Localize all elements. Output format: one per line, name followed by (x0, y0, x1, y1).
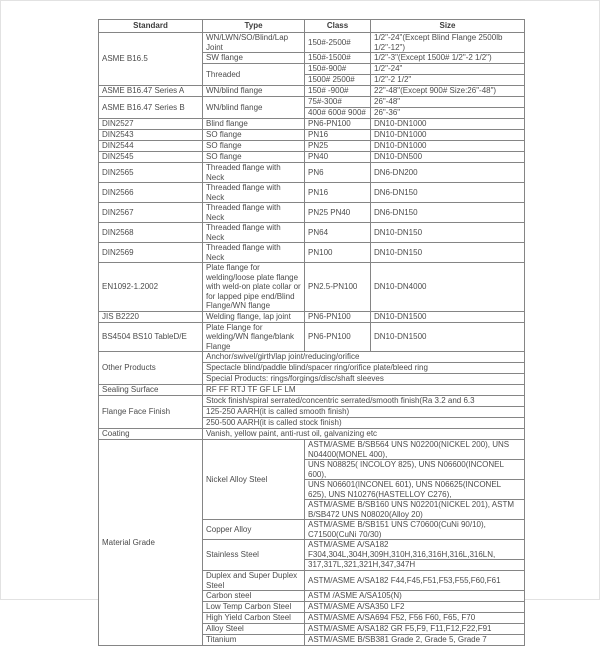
table-cell: Copper Alloy (203, 520, 305, 540)
table-row (99, 311, 525, 322)
table-cell: 150#-2500# (305, 33, 371, 53)
table-cell: Special Products: rings/forgings/disc/shaft sleeves (203, 374, 525, 385)
table-cell: 1/2"-3"(Except 1500# 1/2"-2 1/2") (371, 53, 525, 64)
table-cell: EN1092-1.2002 (99, 263, 203, 312)
table-cell: PN6-PN100 (305, 322, 371, 352)
table-cell: 1500# 2500# (305, 75, 371, 86)
table-cell: Welding flange, lap joint (203, 311, 305, 322)
table-row (99, 322, 525, 352)
table-cell: SO flange (203, 141, 305, 152)
table-row (99, 385, 525, 396)
table-cell: PN64 (305, 223, 371, 243)
table-cell: DIN2569 (99, 243, 203, 263)
table-cell: Carbon steel (203, 591, 305, 602)
table-row (99, 86, 525, 97)
table-cell: WN/blind flange (203, 97, 305, 119)
table-cell: 75#-300# (305, 97, 371, 108)
table-cell: 150#-1500# (305, 53, 371, 64)
flange-spec-table (98, 19, 525, 646)
table-cell: PN16 (305, 130, 371, 141)
table-cell: Anchor/swivel/girth/lap joint/reducing/orifice (203, 352, 525, 363)
table-cell: ASTM/ASME B/SB151 UNS C70600(CuNi 90/10), C71500(CuNi 70/30) (305, 520, 525, 540)
table-cell: 26"-36" (371, 108, 525, 119)
table-cell: ASTM/ASME B/SB381 Grade 2, Grade 5, Grade 7 (305, 635, 525, 646)
table-row (99, 20, 525, 33)
table-cell: Material Grade (99, 440, 203, 646)
table-cell: DIN2527 (99, 119, 203, 130)
table-cell: DN6-DN150 (371, 203, 525, 223)
table-cell: PN25 PN40 (305, 203, 371, 223)
table-cell: PN6-PN100 (305, 119, 371, 130)
table-cell: PN6-PN100 (305, 311, 371, 322)
table-cell: DIN2545 (99, 152, 203, 163)
table-row (99, 163, 525, 183)
table-cell: Threaded flange with Neck (203, 183, 305, 203)
table-cell: 317,317L,321,321H,347,347H (305, 560, 525, 571)
table-cell: WN/LWN/SO/Blind/Lap Joint (203, 33, 305, 53)
table-cell: PN25 (305, 141, 371, 152)
table-row (99, 429, 525, 440)
table-cell: Threaded flange with Neck (203, 163, 305, 183)
table-cell: ASTM/ASME A/SA694 F52, F56 F60, F65, F70 (305, 613, 525, 624)
table-row (99, 183, 525, 203)
table-cell: WN/blind flange (203, 86, 305, 97)
table-cell: Threaded flange with Neck (203, 203, 305, 223)
table-row (99, 152, 525, 163)
table-cell: ASTM/ASME B/SB160 UNS N02201(NICKEL 201), ASTM B/SB472 UNS N08020(Alloy 20) (305, 500, 525, 520)
table-cell: DN10-DN1500 (371, 311, 525, 322)
table-cell: 125-250 AARH(it is called smooth finish) (203, 407, 525, 418)
column-header-standard: Standard (99, 20, 203, 33)
table-body (99, 33, 525, 646)
table-cell: Sealing Surface (99, 385, 203, 396)
table-row (99, 352, 525, 363)
table-cell: DN10-DN1000 (371, 119, 525, 130)
table-cell: Vanish, yellow paint, anti-rust oil, galvanizing etc (203, 429, 525, 440)
table-cell: Plate Flange for welding/WN flange/blank Flange (203, 322, 305, 352)
table-cell: ASTM/ASME B/SB564 UNS N02200(NICKEL 200), UNS N04400(MONEL 400), (305, 440, 525, 460)
table-row (99, 141, 525, 152)
table-cell: 150#-900# (305, 64, 371, 75)
table-cell: RF FF RTJ TF GF LF LM (203, 385, 525, 396)
table-cell: DN10-DN1500 (371, 322, 525, 352)
table-cell: 26"-48" (371, 97, 525, 108)
table-cell: 1/2"-24"(Except Blind Flange 2500lb 1/2"-12") (371, 33, 525, 53)
table-cell: PN100 (305, 243, 371, 263)
table-cell: Spectacle blind/paddle blind/spacer ring/orifice plate/bleed ring (203, 363, 525, 374)
table-row (99, 243, 525, 263)
table-row (99, 263, 525, 312)
table-cell: ASTM/ASME A/SA350 LF2 (305, 602, 525, 613)
table-cell: ASME B16.5 (99, 33, 203, 86)
table-cell: UNS N08825( INCOLOY 825), UNS N06600(INCONEL 600), (305, 460, 525, 480)
table-cell: 1/2"-24" (371, 64, 525, 75)
table-cell: UNS N06601(INCONEL 601), UNS N06625(INCONEL 625), UNS N10276(HASTELLOY C276), (305, 480, 525, 500)
table-cell: DN6-DN150 (371, 183, 525, 203)
table-cell: DIN2543 (99, 130, 203, 141)
table-row (99, 33, 525, 53)
table-cell: Nickel Alloy Steel (203, 440, 305, 520)
table-cell: ASME B16.47 Series A (99, 86, 203, 97)
table-row (99, 396, 525, 407)
table-cell: DN10-DN1000 (371, 130, 525, 141)
table-cell: SO flange (203, 152, 305, 163)
table-cell: 150# -900# (305, 86, 371, 97)
table-cell: JIS B2220 (99, 311, 203, 322)
table-row (99, 223, 525, 243)
table-cell: Coating (99, 429, 203, 440)
table-row (99, 440, 525, 460)
table-cell: High Yield Carbon Steel (203, 613, 305, 624)
table-cell: ASTM/ASME A/SA182 F304,304L,304H,309H,310H,316,316H,316L,316LN, (305, 540, 525, 560)
table-cell: 250-500 AARH(it is called stock finish) (203, 418, 525, 429)
table-cell: DIN2544 (99, 141, 203, 152)
table-cell: Plate flange for welding/loose plate flange with weld-on plate collar or for lapped pipe end/Blind Flange/WN flange (203, 263, 305, 312)
table-cell: SW flange (203, 53, 305, 64)
column-header-size: Size (371, 20, 525, 33)
table-cell: Low Temp Carbon Steel (203, 602, 305, 613)
table-cell: PN16 (305, 183, 371, 203)
table-cell: Flange Face Finish (99, 396, 203, 429)
table-cell: PN6 (305, 163, 371, 183)
table-cell: BS4504 BS10 TableD/E (99, 322, 203, 352)
column-header-type: Type (203, 20, 305, 33)
table-cell: Titanium (203, 635, 305, 646)
table-cell: Duplex and Super Duplex Steel (203, 571, 305, 591)
table-cell: PN40 (305, 152, 371, 163)
table-cell: Alloy Steel (203, 624, 305, 635)
table-cell: DN10-DN500 (371, 152, 525, 163)
table-cell: DIN2566 (99, 183, 203, 203)
table-cell: 400# 600# 900# (305, 108, 371, 119)
table-cell: Blind flange (203, 119, 305, 130)
table-cell: ASTM/ASME A/SA182 F44,F45,F51,F53,F55,F60,F61 (305, 571, 525, 591)
table-cell: DN10-DN150 (371, 223, 525, 243)
table-cell: DN10-DN4000 (371, 263, 525, 312)
table-cell: Stainless Steel (203, 540, 305, 571)
table-cell: Threaded (203, 64, 305, 86)
table-row (99, 97, 525, 108)
table-row (99, 203, 525, 223)
table-cell: DIN2565 (99, 163, 203, 183)
table-cell: SO flange (203, 130, 305, 141)
column-header-class: Class (305, 20, 371, 33)
table-cell: DN10-DN150 (371, 243, 525, 263)
table-cell: ASTM/ASME A/SA182 GR F5,F9, F11,F12,F22,F91 (305, 624, 525, 635)
table-cell: DN6-DN200 (371, 163, 525, 183)
table-row (99, 119, 525, 130)
table-cell: Stock finish/spiral serrated/concentric serrated/smooth finish(Ra 3.2 and 6.3 (203, 396, 525, 407)
table-cell: DIN2567 (99, 203, 203, 223)
table-cell: 22"-48"(Except 900# Size:26"-48") (371, 86, 525, 97)
table-cell: Threaded flange with Neck (203, 223, 305, 243)
table-cell: Threaded flange with Neck (203, 243, 305, 263)
table-cell: DN10-DN1000 (371, 141, 525, 152)
table-row (99, 130, 525, 141)
table-cell: 1/2"-2 1/2" (371, 75, 525, 86)
table-cell: PN2.5-PN100 (305, 263, 371, 312)
table-cell: Other Products (99, 352, 203, 385)
table-header-row (99, 20, 525, 33)
table-cell: ASTM /ASME A/SA105(N) (305, 591, 525, 602)
table-cell: ASME B16.47 Series B (99, 97, 203, 119)
table-cell: DIN2568 (99, 223, 203, 243)
